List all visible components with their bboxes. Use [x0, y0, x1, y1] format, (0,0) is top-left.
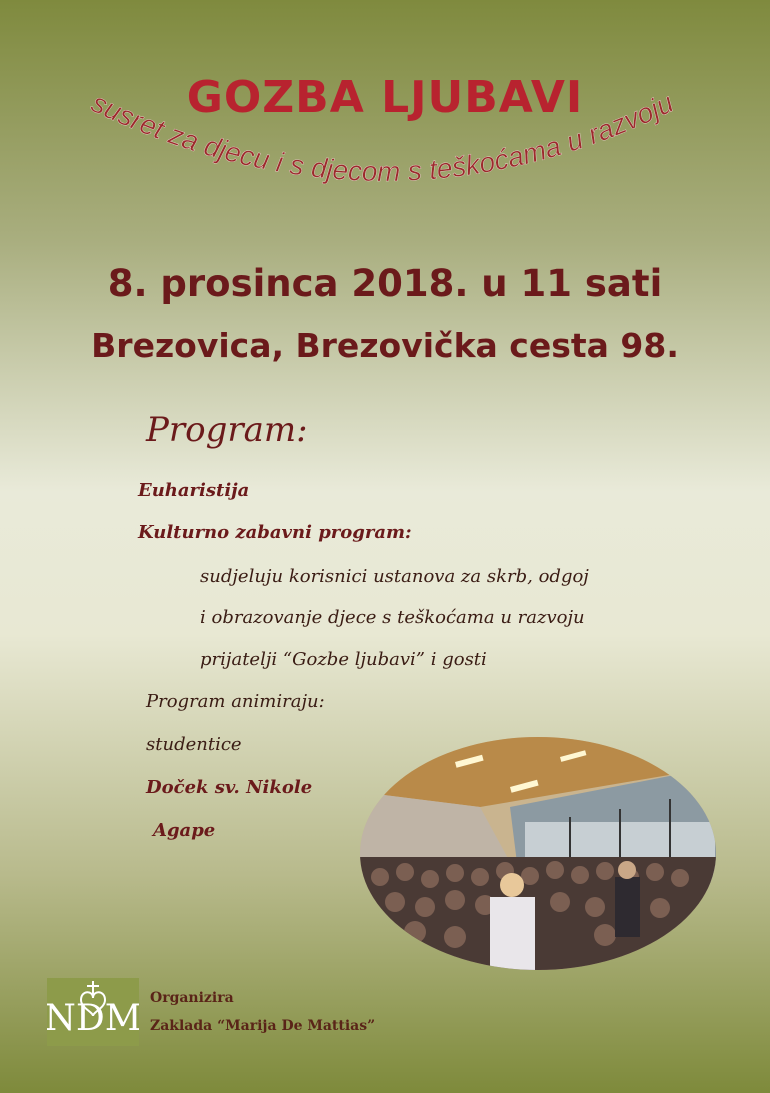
- subtitle-arc: [0, 0, 770, 260]
- event-place: Brezovica, Brezovička cesta 98.: [91, 326, 679, 365]
- program-item-students: studentice: [146, 734, 242, 755]
- svg-text:susret za djecu i s djecom s t: [87, 87, 679, 187]
- event-photo: [360, 737, 716, 970]
- subtitle-text: susret za djecu i s djecom s teškoćama u razvoju: [86, 86, 679, 188]
- organizer-name: Zaklada “Marija De Mattias”: [150, 1018, 376, 1034]
- foundation-logo: [47, 978, 139, 1046]
- logo-monogram: NDM: [47, 998, 139, 1039]
- event-date: 8. prosinca 2018. u 11 sati: [107, 262, 663, 305]
- program-heading: Program:: [146, 410, 308, 450]
- program-item-mass: Euharistija: [138, 480, 250, 501]
- program-item-animators-heading: Program animiraju:: [146, 691, 325, 712]
- organizer-label: Organizira: [150, 990, 234, 1006]
- program-item-participants-1: sudjeluju korisnici ustanova za skrb, odgoj: [200, 566, 589, 587]
- poster-title: GOZBA LJUBAVI: [186, 72, 584, 123]
- program-item-nicholas: Doček sv. Nikole: [146, 777, 313, 798]
- program-item-friends: prijatelji “Gozbe ljubavi” i gosti: [200, 649, 487, 670]
- program-item-cultural: Kulturno zabavni program:: [138, 522, 412, 543]
- program-item-participants-2: i obrazovanje djece s teškoćama u razvoju: [200, 607, 585, 628]
- program-item-agape: Agape: [153, 820, 216, 841]
